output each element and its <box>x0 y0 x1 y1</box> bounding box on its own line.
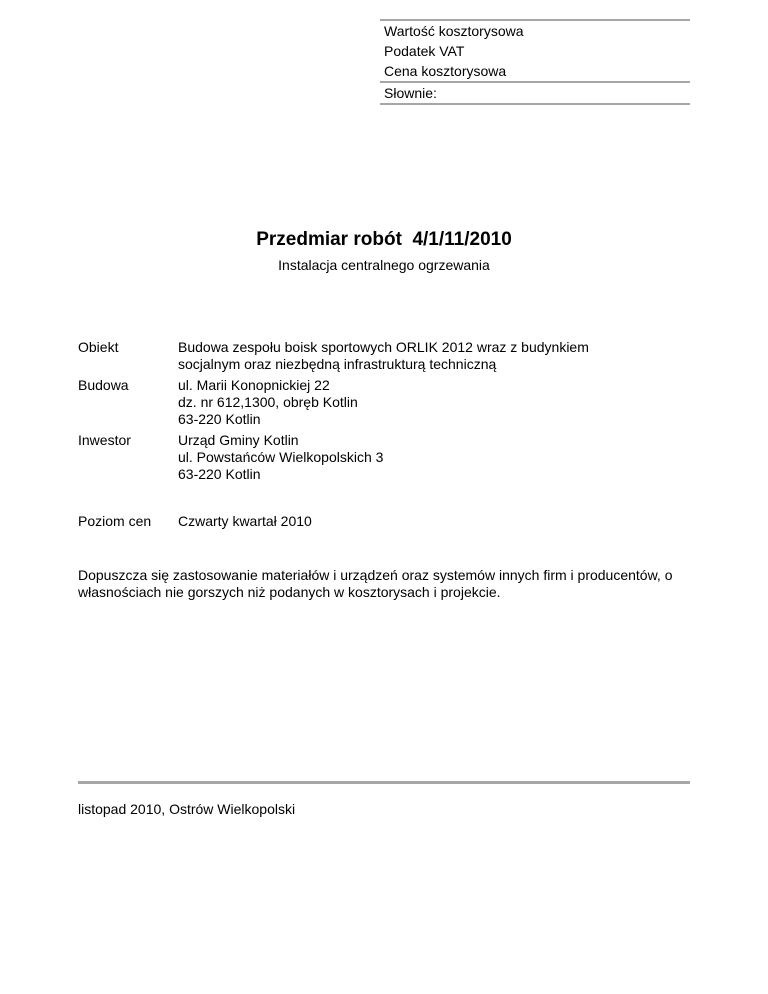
info-line: dz. nr 612,1300, obręb Kotlin <box>178 394 358 410</box>
info-value-budowa <box>178 377 358 428</box>
info-label-poziom-cen: Poziom cen <box>78 513 152 529</box>
info-line: ul. Powstańców Wielkopolskich 3 <box>178 449 384 465</box>
project-info <box>78 339 698 487</box>
info-value-obiekt <box>178 339 589 373</box>
document-subtitle: Instalacja centralnego ogrzewania <box>278 257 490 273</box>
footer-date-place: listopad 2010, Ostrów Wielkopolski <box>78 801 296 817</box>
info-value-inwestor <box>178 432 383 483</box>
summary-row-estimated-price: Cena kosztorysowa <box>384 63 507 79</box>
info-value-poziom-cen: Czwarty kwartał 2010 <box>178 513 312 529</box>
info-line: 63-220 Kotlin <box>178 411 261 427</box>
info-row-obiekt <box>78 339 698 373</box>
info-line: Budowa zespołu boisk sportowych ORLIK 2012 wraz z budynkiem <box>178 339 589 355</box>
info-row-inwestor <box>78 432 698 483</box>
footer-rule <box>78 781 690 784</box>
info-row-poziom-cen <box>78 513 312 530</box>
summary-row-estimated-value: Wartość kosztorysowa <box>384 23 524 39</box>
document-title: Przedmiar robót 4/1/11/2010 <box>256 229 512 250</box>
summary-row-in-words: Słownie: <box>384 85 437 101</box>
substitution-note: Dopuszcza się zastosowanie materiałów i urządzeń oraz systemów innych firm i producentów, o własnościach nie gorszych niż podanych w kosztorysach i projekcie. <box>78 567 673 600</box>
info-label-inwestor: Inwestor <box>78 432 131 448</box>
info-label-budowa: Budowa <box>78 377 129 393</box>
summary-row-vat: Podatek VAT <box>384 43 465 59</box>
info-line: Urząd Gminy Kotlin <box>178 432 299 448</box>
summary-bottom-rule <box>380 103 690 105</box>
info-line: socjalnym oraz niezbędną infrastrukturą techniczną <box>178 356 497 372</box>
info-line: 63-220 Kotlin <box>178 466 261 482</box>
info-row-budowa <box>78 377 698 428</box>
info-line: ul. Marii Konopnickiej 22 <box>178 377 330 393</box>
cost-summary-block <box>380 19 690 105</box>
info-label-obiekt: Obiekt <box>78 339 119 355</box>
